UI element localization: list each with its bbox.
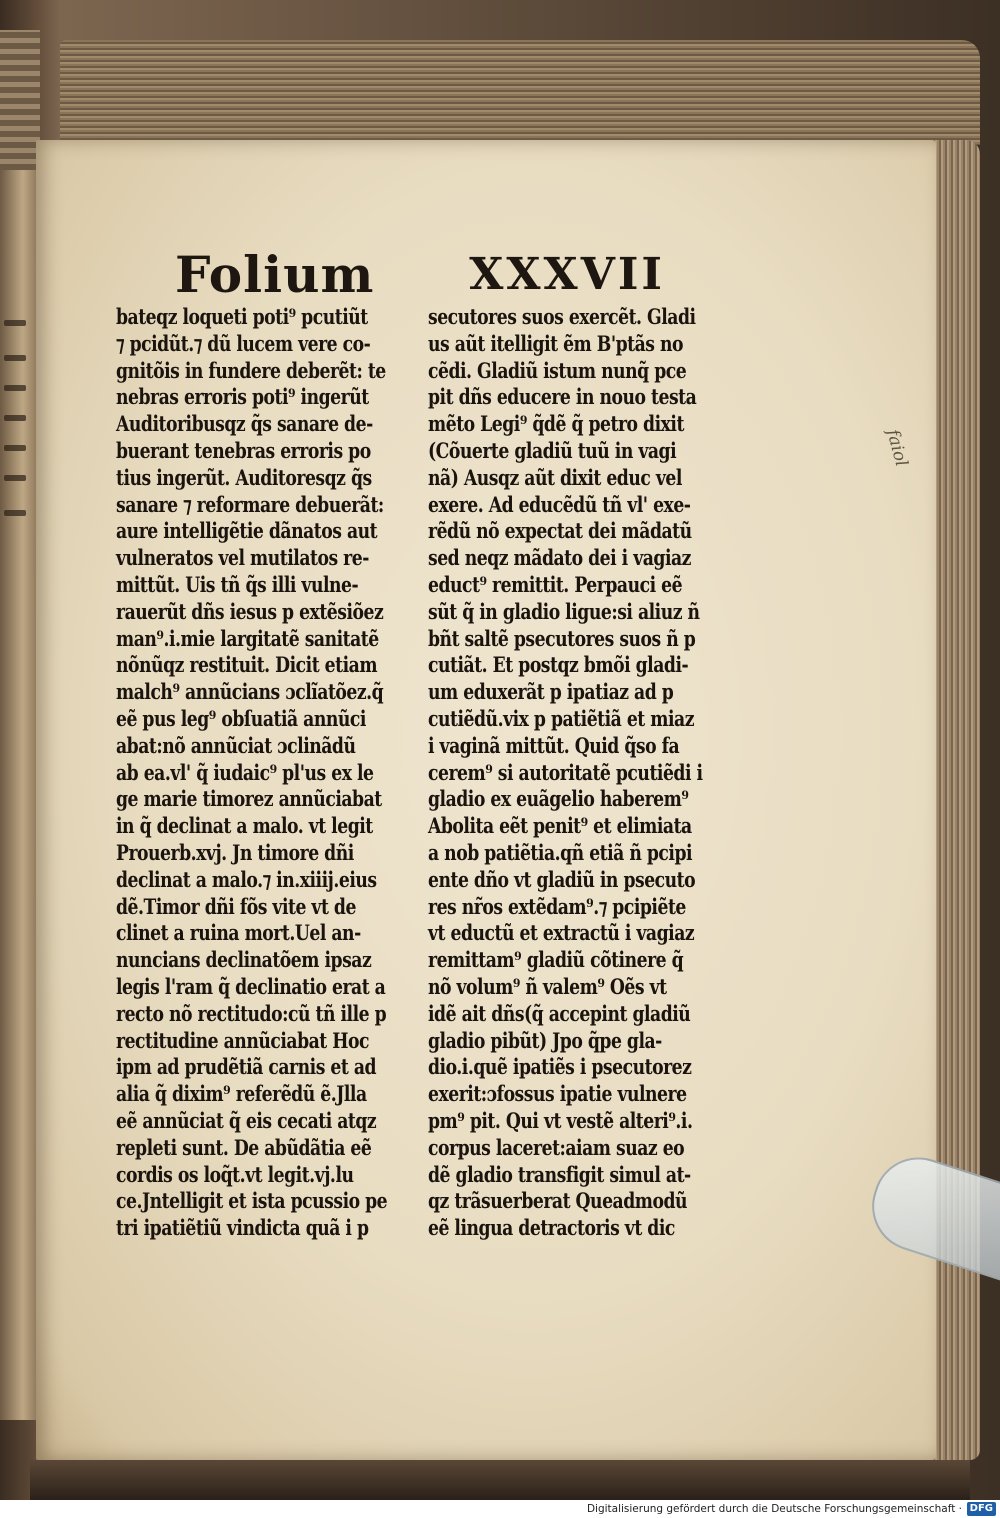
margin-annotation: faiol (882, 427, 912, 469)
text-line: exere. Ad educẽdũ tñ vl' exe- (428, 491, 691, 517)
text-line: a nob patiẽtia.qñ etiã ñ pcipi (428, 839, 693, 865)
text-line: cordis os loq̃t.vt legit.vj.lu (116, 1161, 354, 1187)
page-header (175, 245, 665, 305)
text-line: rauerũt dñs iesus p extẽsiõez (116, 598, 384, 624)
text-line: Prouerb.xvj. Jn timore dñi (116, 839, 354, 865)
page-bottom-edge (30, 1460, 970, 1500)
text-line: corpus laceret:aiam suaz eo (428, 1134, 685, 1160)
text-line: tius ingerũt. Auditoresqz q̃s (116, 464, 372, 490)
text-line: res nr̃os extẽdam⁹.⁊ pcipiẽte (428, 893, 686, 919)
text-line: sanare ⁊ reformare debuerãt: (116, 491, 384, 517)
text-line: nã) Ausqz aũt dixit educ vel (428, 464, 682, 490)
left-page-glyph (4, 320, 26, 326)
text-line: cerem⁹ si autoritatẽ pcutiẽdi i (428, 759, 703, 785)
text-line: eẽ pus leg⁹ obſuatiã annũci (116, 705, 366, 731)
text-line: cutiẽdũ.vix p patiẽtiã et miaz (428, 705, 695, 731)
text-line: nuncians declinatõem ipsaz (116, 947, 372, 973)
text-line: dio.i.quẽ ipatiẽs i psecutorez (428, 1054, 692, 1080)
text-line: tri ipatiẽtiũ vindicta quã i p (116, 1215, 369, 1241)
text-line: um eduxerãt p ipatiaz ad p (428, 679, 674, 705)
text-line: mẽto Legi⁹ q̃dẽ q̃ petro dixit (428, 411, 684, 437)
text-line: eẽ lingua detractoris vt dic (428, 1215, 675, 1241)
text-line: nõnũqz restituit. Dicit etiam (116, 652, 378, 678)
left-page-glyph (4, 510, 26, 516)
text-line: ge marie timorez annũciabat (116, 786, 382, 812)
dfg-logo: DFG (967, 1502, 996, 1516)
text-line: alia q̃ dixim⁹ referẽdũ ẽ.Jlla (116, 1081, 367, 1107)
text-line: cẽdi. Gladiũ istum nunq̃ pce (428, 357, 687, 383)
text-line: nebras erroris poti⁹ ingerũt (116, 384, 369, 410)
text-line: repleti sunt. De abũdãtia eẽ (116, 1134, 372, 1160)
text-line: sed neqz mãdato dei i vagiaz (428, 545, 691, 571)
left-page-edge (0, 170, 38, 1420)
text-line: bateqz loqueti poti⁹ pcutiũt (116, 304, 368, 329)
text-line: educt⁹ remittit. Perpauci eẽ (428, 571, 683, 597)
text-line: ipm ad prudẽtiã carnis et ad (116, 1054, 377, 1080)
text-line: us aũt itelligit ẽm B'ptãs no (428, 330, 684, 356)
folio-number: XXXVII (469, 249, 665, 300)
text-line: legis l'ram q̃ declinatio erat a (116, 973, 386, 999)
text-line: dẽ gladio transfigit simul at- (428, 1161, 691, 1187)
text-line: recto nõ rectitudo:cũ tñ ille p (116, 1000, 387, 1026)
text-line: dẽ.Timor dñi fõs vite vt de (116, 893, 356, 919)
header-word: Folium (175, 245, 375, 304)
text-line: idẽ ait dñs(q̃ accepint gladiũ (428, 1000, 691, 1026)
text-line: pit dñs educere in nouo testa (428, 384, 697, 410)
text-line: vt eductũ et extractũ i vagiaz (428, 920, 695, 946)
footer-bar (0, 1500, 1000, 1518)
text-line: exerit:ɔfossus ipatie vulnere (428, 1081, 687, 1107)
left-page-glyph (4, 445, 26, 451)
text-line: Auditoribusqz q̃s sanare de- (116, 411, 373, 437)
text-line: remittam⁹ gladiũ cõtinere q̃ (428, 947, 684, 973)
text-line: rẽdũ nõ expectat dei mãdatũ (428, 518, 692, 544)
left-page-glyph (4, 475, 26, 481)
text-line: mittũt. Uis tñ q̃s illi vulne- (116, 571, 359, 597)
text-line: buerant tenebras erroris po (116, 437, 371, 463)
text-line: cutiãt. Et postqz bmõi gladi- (428, 652, 689, 678)
page-stack-top (60, 40, 980, 145)
text-line: clinet a ruina mort.Uel an- (116, 920, 361, 946)
text-line: aure intelligẽtie dãnatos aut (116, 518, 378, 544)
text-line: nõ volum⁹ ñ valem⁹ Oẽs vt (428, 973, 667, 999)
book-binding (0, 30, 40, 170)
left-page-glyph (4, 385, 26, 391)
text-line: man⁹.i.mie largitatẽ sanitatẽ (116, 625, 379, 651)
text-line: ente dño vt gladiũ in psecuto (428, 866, 696, 892)
text-line: gladio ex euãgelio haberem⁹ (428, 786, 689, 812)
text-line: abat:nõ annũciat ɔclinãdũ (116, 732, 356, 758)
text-line: in q̃ declinat a malo. vt legit (116, 813, 373, 839)
text-line: secutores suos exercẽt. Gladi (428, 304, 696, 329)
funding-credit: Digitalisierung gefördert durch die Deutsche Forschungsgemeinschaft · (586, 1503, 962, 1515)
text-column-left (116, 304, 416, 1242)
text-line: gnitõis in fundere deberẽt: te (116, 357, 386, 383)
text-line: eẽ annũciat q̃ eis cecati atqz (116, 1107, 377, 1133)
text-line: vulneratos vel mutilatos re- (116, 545, 369, 571)
text-line: ab ea.vl' q̃ iudaic⁹ pl'us ex le (116, 759, 374, 785)
text-line: malch⁹ annũcians ɔclĩatõez.q̃ (116, 679, 384, 705)
text-line: rectitudine annũciabat Hoc (116, 1027, 370, 1053)
text-line: (Cõuerte gladiũ tuũ in vagi (428, 437, 677, 463)
text-line: gladio pibũt) Jpo q̃pe gla- (428, 1027, 662, 1053)
text-line: bñt saltẽ psecutores suos ñ p (428, 625, 696, 651)
text-line: qz trãsuerberat Queadmodũ (428, 1188, 688, 1214)
left-page-glyph (4, 355, 26, 361)
text-line: i vaginã mittũt. Quid q̃so fa (428, 732, 680, 758)
text-line: sũt q̃ in gladio ligue:si aliuz ñ (428, 598, 700, 624)
text-line: ce.Jntelligit et ista pcussio pe (116, 1188, 388, 1214)
text-line: ⁊ pcidũt.⁊ dũ lucem vere co- (116, 330, 371, 356)
text-line: Abolita eẽt penit⁹ et elimiata (428, 813, 692, 839)
text-column-right (428, 304, 728, 1242)
left-page-glyph (4, 415, 26, 421)
text-line: declinat a malo.⁊ in.xiiij.eius (116, 866, 377, 892)
text-line: pm⁹ pit. Qui vt vestẽ alteri⁹.i. (428, 1107, 693, 1133)
